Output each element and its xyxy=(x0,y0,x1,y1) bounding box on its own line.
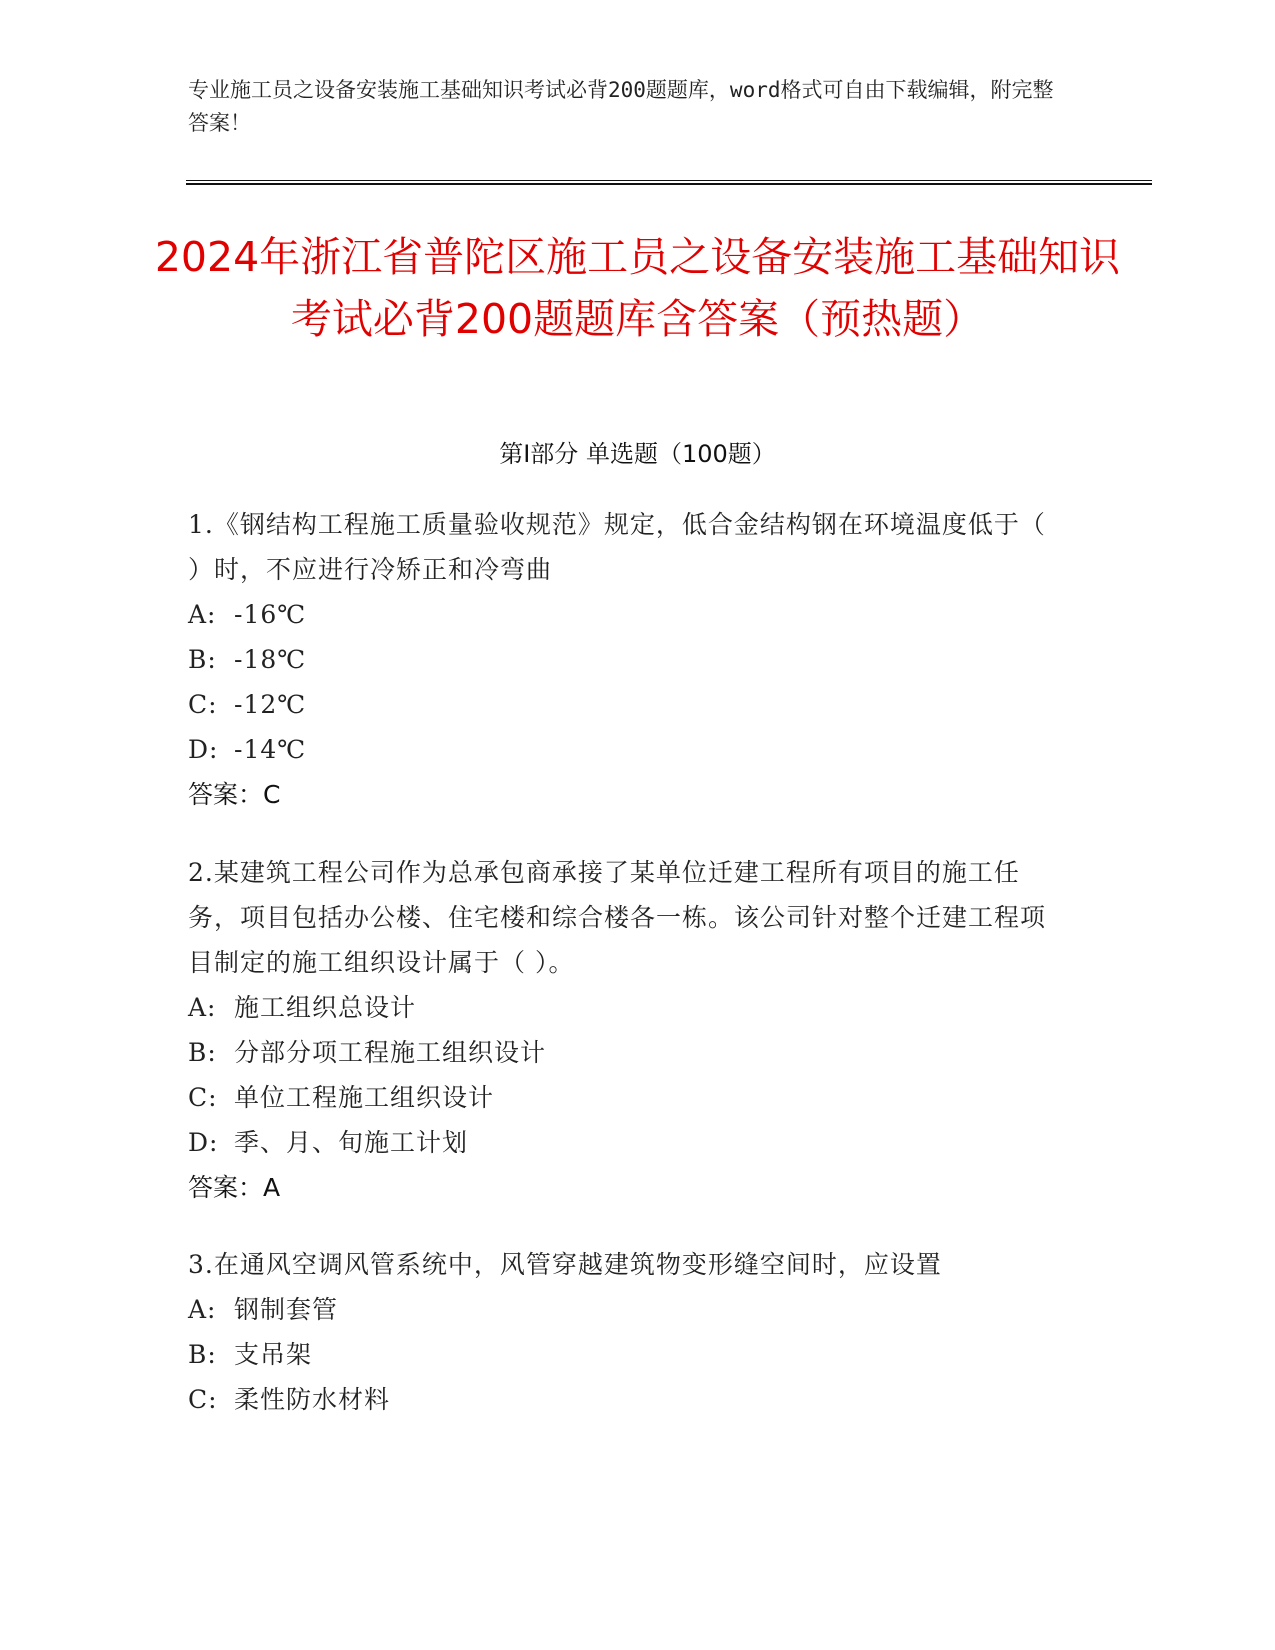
option-text: 支吊架 xyxy=(234,1340,313,1369)
question-3 xyxy=(188,1242,1068,1422)
option-text: 单位工程施工组织设计 xyxy=(234,1083,495,1112)
header-divider-thick xyxy=(186,183,1152,185)
header-note: 专业施工员之设备安装施工基础知识考试必背200题题库，word格式可自由下载编辑，附完整答案！ xyxy=(188,78,1054,135)
question-2 xyxy=(188,850,1068,1210)
option-text: -14℃ xyxy=(234,735,307,764)
option-letter: A: xyxy=(188,993,217,1022)
option-a xyxy=(188,592,1068,637)
option-letter: B: xyxy=(188,1340,217,1369)
option-d xyxy=(188,1120,1068,1165)
option-letter: A: xyxy=(188,1295,217,1324)
option-a xyxy=(188,1287,1068,1332)
option-text: -12℃ xyxy=(234,690,307,719)
option-d xyxy=(188,727,1068,772)
answer-line: 答案：C xyxy=(188,780,281,809)
question-text: 2.某建筑工程公司作为总承包商承接了某单位迁建工程所有项目的施工任务，项目包括办公楼、住宅楼和综合楼各一栋。该公司针对整个迁建工程项目制定的施工组织设计属于（ ）。 xyxy=(188,858,1047,977)
option-text: 分部分项工程施工组织设计 xyxy=(234,1038,547,1067)
option-text: 施工组织总设计 xyxy=(234,993,417,1022)
option-letter: D: xyxy=(188,1128,219,1157)
option-text: -18℃ xyxy=(234,645,307,674)
option-text: 柔性防水材料 xyxy=(234,1385,391,1414)
header-divider-thin xyxy=(186,180,1152,181)
option-c xyxy=(188,1377,1068,1422)
option-letter: C: xyxy=(188,1083,218,1112)
option-b xyxy=(188,637,1068,682)
option-letter: C: xyxy=(188,690,218,719)
option-b xyxy=(188,1030,1068,1075)
option-c xyxy=(188,1075,1068,1120)
section-heading: 第Ⅰ部分 单选题（100题） xyxy=(499,440,776,468)
answer-line: 答案：A xyxy=(188,1173,281,1202)
option-letter: D: xyxy=(188,735,219,764)
option-letter: B: xyxy=(188,1038,217,1067)
option-text: -16℃ xyxy=(234,600,307,629)
option-a xyxy=(188,985,1068,1030)
option-b xyxy=(188,1332,1068,1377)
document-title: 2024年浙江省普陀区施工员之设备安装施工基础知识考试必背200题题库含答案（预热题） xyxy=(154,233,1121,343)
question-text: 3.在通风空调风管系统中，风管穿越建筑物变形缝空间时，应设置 xyxy=(188,1250,942,1279)
option-text: 钢制套管 xyxy=(234,1295,339,1324)
option-letter: B: xyxy=(188,645,217,674)
question-text: 1.《钢结构工程施工质量验收规范》规定，低合金结构钢在环境温度低于（ ）时，不应进行冷矫正和冷弯曲 xyxy=(188,510,1046,584)
option-letter: A: xyxy=(188,600,217,629)
option-text: 季、月、旬施工计划 xyxy=(234,1128,469,1157)
option-letter: C: xyxy=(188,1385,218,1414)
question-1 xyxy=(188,502,1068,817)
option-c xyxy=(188,682,1068,727)
